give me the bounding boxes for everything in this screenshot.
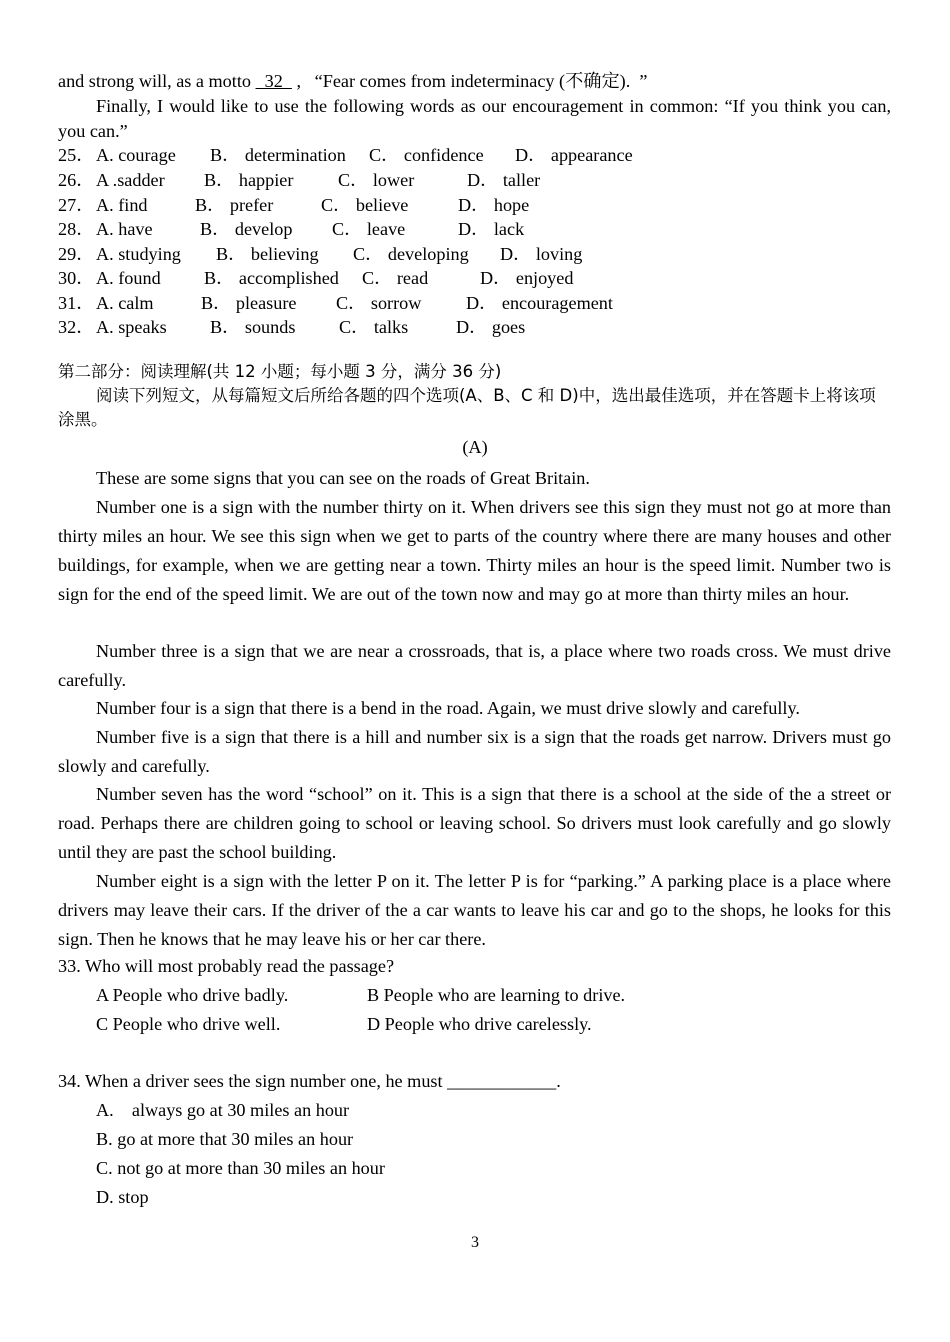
question-number: 28． bbox=[58, 219, 95, 239]
option-d: D． taller bbox=[467, 170, 541, 190]
option-b: B． determination bbox=[210, 145, 346, 165]
option-b: B. go at more that 30 miles an hour bbox=[96, 1129, 354, 1149]
page-number: 3 bbox=[471, 1234, 479, 1251]
option-d: D． goes bbox=[456, 317, 526, 337]
option-b: B People who are learning to drive. bbox=[367, 985, 626, 1005]
passage-paragraph-7: Number eight is a sign with the letter P on it. The letter P is for “parking.” A parking place is a place where drivers may leave their cars. If the driver of the a car wants to leave his car and go to the shops, he looks for this sign. Then he knows that he may leave his or her car there. bbox=[58, 871, 891, 949]
passage-paragraph-1: These are some signs that you can see on the roads of Great Britain. bbox=[96, 468, 590, 488]
passage-paragraph-6: Number seven has the word “school” on it. This is a sign that there is a school at the side of the a street or road. Perhaps there are children going to school or leaving school. So drivers must look carefully and go slowly until they are past the school building. bbox=[58, 784, 891, 862]
blank-32: 32 bbox=[255, 71, 292, 91]
question-stem: 33. Who will most probably read the passage? bbox=[58, 956, 395, 976]
option-c: C． read bbox=[362, 268, 429, 288]
option-a: A. speaks bbox=[96, 317, 167, 337]
option-c: C People who drive well. bbox=[96, 1014, 281, 1034]
option-a: A. find bbox=[96, 195, 148, 215]
question-number: 26． bbox=[58, 170, 95, 190]
option-a: A. always go at 30 miles an hour bbox=[96, 1100, 350, 1120]
option-b: B． pleasure bbox=[201, 293, 297, 313]
passage-paragraph-4: Number four is a sign that there is a bend in the road. Again, we must drive slowly and carefully. bbox=[96, 698, 800, 718]
option-a: A. courage bbox=[96, 145, 176, 165]
option-d: D People who drive carelessly. bbox=[367, 1014, 592, 1034]
option-c: C． sorrow bbox=[336, 293, 422, 313]
question-number: 29． bbox=[58, 244, 95, 264]
cloze-final-paragraph: Finally, I would like to use the following words as our encouragement in common: “If you think you can, you can.” bbox=[58, 96, 891, 141]
passage-paragraph-3: Number three is a sign that we are near a crossroads, that is, a place where two roads cross. We must drive carefully. bbox=[58, 641, 891, 690]
passage-paragraph-5: Number five is a sign that there is a hill and number six is a sign that the roads get narrow. Drivers must go slowly and carefully. bbox=[58, 727, 891, 776]
option-a: A. found bbox=[96, 268, 161, 288]
option-b: B． prefer bbox=[195, 195, 274, 215]
question-number: 31． bbox=[58, 293, 95, 313]
option-c: C． confidence bbox=[369, 145, 484, 165]
option-c: C． lower bbox=[338, 170, 415, 190]
cloze-text-post: , “Fear comes from indeterminacy (不确定). ” bbox=[291, 71, 648, 91]
option-a: A. have bbox=[96, 219, 153, 239]
option-d: D． loving bbox=[500, 244, 583, 264]
question-number: 27． bbox=[58, 195, 95, 215]
question-number: 32． bbox=[58, 317, 95, 337]
question-stem: 34. When a driver sees the sign number one, he must ____________. bbox=[58, 1071, 561, 1091]
option-b: B． happier bbox=[204, 170, 294, 190]
option-b: B． develop bbox=[200, 219, 293, 239]
option-b: B． believing bbox=[216, 244, 319, 264]
question-number: 25． bbox=[58, 145, 95, 165]
option-a: A. calm bbox=[96, 293, 154, 313]
passage-label: (A) bbox=[462, 437, 488, 457]
option-d: D． appearance bbox=[515, 145, 633, 165]
option-c: C． believe bbox=[321, 195, 409, 215]
option-d: D. stop bbox=[96, 1187, 149, 1207]
passage-paragraph-2: Number one is a sign with the number thirty on it. When drivers see this sign they must not go at more than thirty miles an hour. We see this sign when we get to parts of the country where there are many houses and other buildings, for example, when we are getting near a town. Thirty miles an hour is the speed limit. Number two is sign for the end of the speed limit. We are out of the town now and may go at more than thirty miles an hour. bbox=[58, 497, 891, 604]
option-d: D． hope bbox=[458, 195, 530, 215]
option-b: B． sounds bbox=[210, 317, 296, 337]
section-heading: 第二部分：阅读理解(共 12 小题；每小题 3 分，满分 36 分) bbox=[58, 362, 502, 381]
option-a: A .sadder bbox=[96, 170, 165, 190]
option-c: C． developing bbox=[353, 244, 469, 264]
option-d: D． lack bbox=[458, 219, 525, 239]
option-d: D． enjoyed bbox=[480, 268, 574, 288]
option-d: D． encouragement bbox=[466, 293, 613, 313]
question-number: 30． bbox=[58, 268, 95, 288]
option-a: A People who drive badly. bbox=[96, 985, 289, 1005]
cloze-text-pre: and strong will, as a motto bbox=[58, 71, 256, 91]
option-a: A. studying bbox=[96, 244, 181, 264]
section-instruction: 阅读下列短文，从每篇短文后所给各题的四个选项(A、B、C 和 D)中，选出最佳选项，并在答题卡上将该项涂黑。 bbox=[58, 386, 876, 429]
option-c: C． talks bbox=[339, 317, 409, 337]
cloze-text-line bbox=[58, 70, 647, 92]
option-b: B． accomplished bbox=[204, 268, 339, 288]
option-c: C. not go at more than 30 miles an hour bbox=[96, 1158, 385, 1178]
option-c: C． leave bbox=[332, 219, 406, 239]
